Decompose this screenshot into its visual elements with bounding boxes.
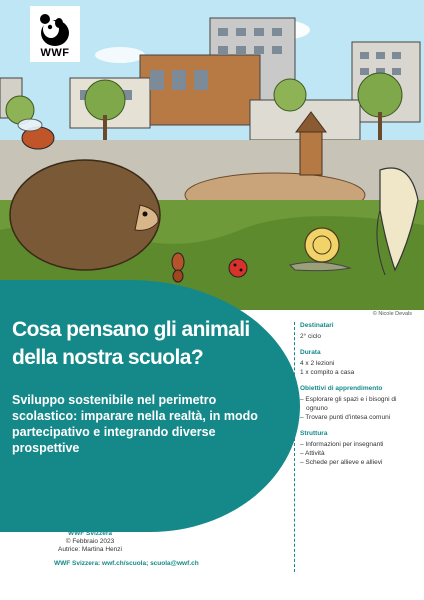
section-heading: Obiettivi di apprendimento	[300, 385, 383, 392]
section-line: ognuno	[306, 405, 328, 412]
section-destinatari	[300, 322, 414, 341]
title-line-2: della nostra scuola?	[12, 346, 204, 369]
wwf-logo	[30, 6, 80, 62]
section-heading: Struttura	[300, 430, 328, 437]
section-heading: Durata	[300, 349, 321, 356]
publisher-name: WWF Svizzera	[67, 530, 113, 537]
page-subtitle: Sviluppo sostenibile nel perimetro scolastico: imparare nella realtà, in modo partecipativo e integrando diverse prospettive	[12, 393, 258, 455]
author: Autrice: Martina Henzi	[58, 546, 122, 553]
section-line: – Attività	[300, 450, 325, 457]
info-sidebar	[294, 322, 414, 572]
publisher-info	[30, 530, 150, 554]
section-obiettivi	[300, 385, 414, 422]
section-line: 4 x 2 lezioni	[300, 360, 335, 367]
section-durata	[300, 349, 414, 377]
logo-text: WWF	[40, 47, 70, 59]
page-title	[12, 316, 262, 372]
section-line: – Schede per allieve e allievi	[300, 459, 383, 466]
section-line: 2° ciclo	[300, 333, 322, 340]
section-line: – Informazioni per insegnanti	[300, 441, 384, 448]
title-line-1: Cosa pensano gli animali	[12, 318, 250, 341]
section-line: – Trovare punti d'intesa comuni	[300, 414, 391, 421]
section-heading: Destinatari	[300, 322, 334, 329]
section-struttura	[300, 430, 414, 467]
section-line: – Esplorare gli spazi e i bisogni di	[300, 396, 397, 403]
section-line: 1 x compito a casa	[300, 369, 355, 376]
image-credit: © Nicole Devals	[372, 311, 412, 317]
publication-date: © Febbraio 2023	[65, 538, 115, 545]
panda-icon	[37, 13, 73, 47]
contact-link[interactable]: WWF Svizzera: wwf.ch/scuola; scuola@wwf.ch	[54, 560, 199, 567]
